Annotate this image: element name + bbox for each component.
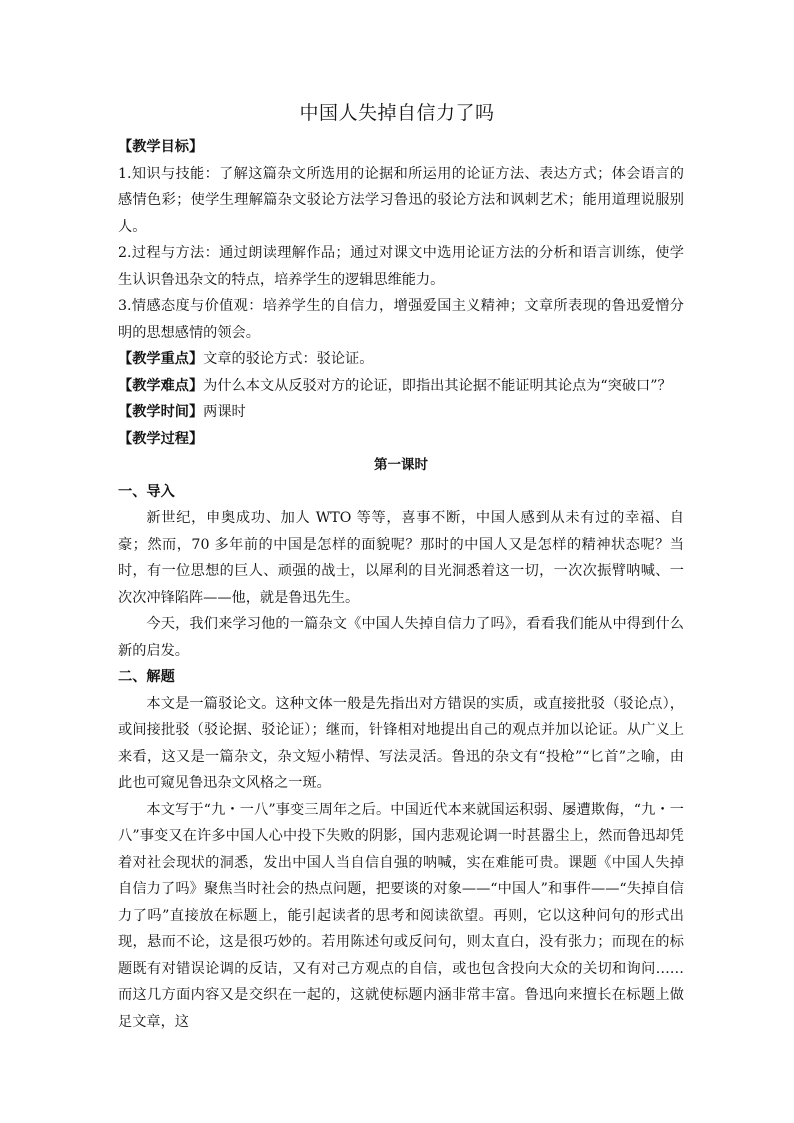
focus-text: 文章的驳论方式：驳论证。: [203, 351, 374, 367]
objective-item: 2.过程与方法：通过朗读理解作品；通过对课文中选用论证方法的分析和语言训练，使学生认识鲁迅杂文的特点，培养学生的逻辑思维能力。: [118, 245, 684, 288]
time-line: [118, 399, 684, 426]
time-text: 两课时: [203, 404, 246, 420]
focus-line: [118, 346, 684, 373]
document-body: [118, 134, 684, 1035]
section2-heading: 二、解题: [118, 669, 175, 685]
objective-item: 3.情感态度与价值观：培养学生的自信力，增强爱国主义精神；文章所表现的鲁迅爱憎分明的思想感情的领会。: [118, 298, 684, 341]
section1-heading: 一、导入: [118, 483, 175, 500]
paragraph: 本文是一篇驳论文。这种文体一般是先指出对方错误的实质，或直接批驳（驳论点），或间接批驳（驳论据、驳论证）；继而，针锋相对地提出自己的观点并加以论证。从广义上来看，这又是一篇杂文，杂文短小精悍、写法灵活。鲁迅的杂文有“投枪”“匕首”之喻，由此也可窥见鲁迅杂文风格之一斑。: [118, 695, 684, 791]
time-label: 【教学时间】: [118, 404, 204, 420]
difficulty-text: 为什么本文从反驳对方的论证，即指出其论据不能证明其论点为“突破口”？: [203, 377, 672, 394]
paragraph: 本文写于“九・一八”事变三周年之后。中国近代本来就国运积弱、屡遭欺侮，“九・一八”事变又在许多中国人心中投下失败的阴影，国内悲观论调一时甚嚣尘上，然而鲁迅却凭着对社会现状的洞悉，发出中国人当自信自强的呐喊，实在难能可贵。课题《中国人失掉自信力了吗》聚焦当时社会的热点问题，把要谈的对象——“中国人”和事件——“失掉自信力了吗”直接放在标题上，能引起读者的思考和阅读欲望。再则，它以这种问句的形式出现，悬而不论，这是很巧妙的。若用陈述句或反问句，则太直白，没有张力；而现在的标题既有对错误论调的反诘，又有对己方观点的自信，或也包含投向大众的关切和询问……而这几方面内容又是交织在一起的，这就使标题内涵非常丰富。鲁迅向来擅长在标题上做足文章，这: [118, 801, 684, 1030]
difficulty-line: [118, 373, 684, 400]
paragraph: 今天，我们来学习他的一篇杂文《中国人失掉自信力了吗》，看看我们能从中得到什么新的启发。: [118, 616, 684, 659]
focus-label: 【教学重点】: [118, 351, 204, 367]
objectives-heading: 【教学目标】: [118, 139, 204, 155]
process-heading: 【教学过程】: [118, 430, 204, 447]
page-title: 中国人失掉自信力了吗: [299, 102, 495, 124]
objective-item: 1.知识与技能：了解这篇杂文所选用的论据和所运用的论证方法、表达方式；体会语言的感情色彩；使学生理解篇杂文驳论方法学习鲁迅的驳论方法和讽刺艺术；能用道理说服别人。: [118, 165, 684, 235]
lesson-heading: 第一课时: [374, 457, 428, 473]
paragraph: 新世纪，申奥成功、加人 WTO 等等，喜事不断，中国人感到从未有过的幸福、自豪；然而，70 多年前的中国是怎样的面貌呢？那时的中国人又是怎样的精神状态呢？当时，有一位思想的巨人、顽强的战士，以犀利的目光洞悉着这一切，一次次振臂呐喊、一次次冲锋陷阵——他，就是鲁迅先生。: [118, 510, 684, 606]
difficulty-label: 【教学难点】: [118, 377, 204, 394]
